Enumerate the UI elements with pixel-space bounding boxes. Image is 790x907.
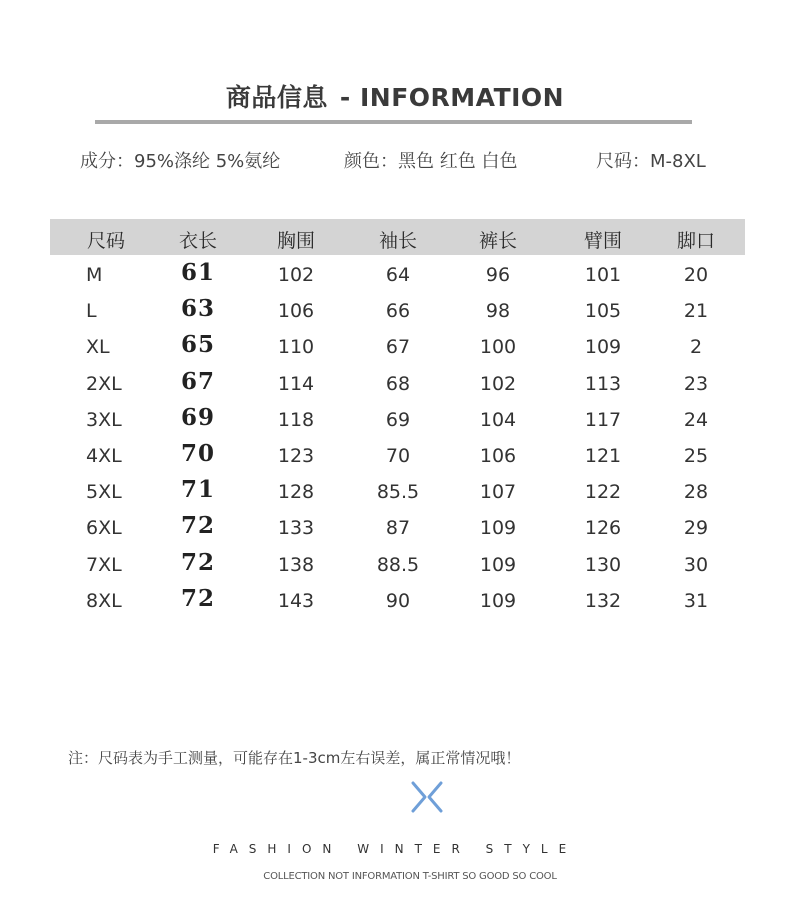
table-cell: 24 <box>683 408 709 431</box>
size-label-cell: 2XL <box>86 372 122 395</box>
table-cell: 102 <box>277 264 315 286</box>
table-cell: 70 <box>385 445 411 467</box>
header-sleeve: 袖长 <box>378 230 418 252</box>
table-cell: 72 <box>180 512 216 540</box>
table-cell: 133 <box>277 517 315 540</box>
title-divider <box>95 120 692 124</box>
table-cell: 65 <box>180 331 216 359</box>
table-cell: 63 <box>180 295 216 323</box>
table-cell: 70 <box>180 440 216 467</box>
table-cell: 113 <box>584 372 622 395</box>
title-cn: 商品信息 <box>225 83 328 112</box>
header-chest: 胸围 <box>276 230 316 252</box>
material-spec: 成分：95%涤纶 5%氨纶 <box>80 151 281 172</box>
table-cell: 98 <box>485 300 511 323</box>
table-cell: 87 <box>385 517 411 540</box>
measurement-note: 注：尺码表为手工测量，可能存在1-3cm左右误差，属正常情况哦！ <box>68 749 521 767</box>
table-cell: 72 <box>180 548 216 576</box>
table-cell: 85.5 <box>376 481 420 504</box>
table-cell: 101 <box>584 264 622 286</box>
table-cell: 118 <box>277 408 315 431</box>
table-cell: 109 <box>584 336 622 359</box>
table-cell: 110 <box>277 336 315 359</box>
footer-tagline: COLLECTION NOT INFORMATION T-SHIRT SO GOOD SO COOL <box>263 871 557 882</box>
spec-line <box>0 147 790 173</box>
table-cell: 90 <box>385 589 411 612</box>
header-pants-length: 裤长 <box>478 230 518 252</box>
table-cell: 114 <box>277 372 315 395</box>
table-cell: 130 <box>584 553 622 576</box>
table-cell: 109 <box>479 553 517 576</box>
header-arm: 臂围 <box>583 230 623 252</box>
table-cell: 104 <box>479 408 517 431</box>
table-cell: 68 <box>385 372 411 395</box>
size-label-cell: 3XL <box>86 408 122 431</box>
table-cell: 31 <box>683 589 709 612</box>
table-cell: 105 <box>584 300 622 323</box>
table-cell: 28 <box>683 481 709 504</box>
table-cell: 107 <box>479 481 517 504</box>
size-label-cell: M <box>86 264 103 286</box>
table-cell: 21 <box>683 300 709 323</box>
table-cell: 72 <box>180 584 216 612</box>
table-cell: 2 <box>689 336 703 359</box>
table-cell: 29 <box>683 517 709 540</box>
table-cell: 123 <box>277 445 315 467</box>
size-label-cell: XL <box>86 336 110 359</box>
table-cell: 121 <box>584 445 622 467</box>
size-label-cell: 5XL <box>86 481 122 504</box>
table-cell: 109 <box>479 517 517 540</box>
table-cell: 138 <box>277 553 315 576</box>
header-cuff: 脚口 <box>676 230 716 252</box>
size-label-cell: 4XL <box>86 445 122 467</box>
table-cell: 106 <box>277 300 315 323</box>
header-size: 尺码 <box>86 230 126 252</box>
cross-x-icon <box>410 780 444 814</box>
table-cell: 23 <box>683 372 709 395</box>
table-cell: 106 <box>479 445 517 467</box>
table-cell: 128 <box>277 481 315 504</box>
table-cell: 102 <box>479 372 517 395</box>
table-cell: 96 <box>485 264 511 286</box>
table-cell: 61 <box>180 259 216 286</box>
table-cell: 69 <box>385 408 411 431</box>
table-cell: 126 <box>584 517 622 540</box>
table-cell: 100 <box>479 336 517 359</box>
table-cell: 117 <box>584 408 622 431</box>
page-title <box>0 78 790 114</box>
size-range-spec: 尺码：M-8XL <box>596 151 706 172</box>
table-cell: 66 <box>385 300 411 323</box>
table-cell: 25 <box>683 445 709 467</box>
table-cell: 143 <box>277 589 315 612</box>
slogan: FASHION WINTER STYLE <box>212 842 578 856</box>
color-spec: 颜色：黑色 红色 白色 <box>344 151 518 172</box>
table-cell: 69 <box>180 403 216 431</box>
table-cell: 88.5 <box>376 553 420 576</box>
size-label-cell: 8XL <box>86 589 122 612</box>
header-length: 衣长 <box>178 230 218 252</box>
table-cell: 67 <box>180 367 216 395</box>
table-cell: 20 <box>683 264 709 286</box>
table-cell: 132 <box>584 589 622 612</box>
table-cell: 30 <box>683 553 709 576</box>
table-cell: 67 <box>385 336 411 359</box>
table-cell: 64 <box>385 264 411 286</box>
size-label-cell: 7XL <box>86 553 122 576</box>
size-label-cell: 6XL <box>86 517 122 540</box>
table-cell: 122 <box>584 481 622 504</box>
table-cell: 71 <box>180 476 216 504</box>
table-cell: 109 <box>479 589 517 612</box>
size-label-cell: L <box>86 300 97 323</box>
title-en: - INFORMATION <box>339 83 565 112</box>
